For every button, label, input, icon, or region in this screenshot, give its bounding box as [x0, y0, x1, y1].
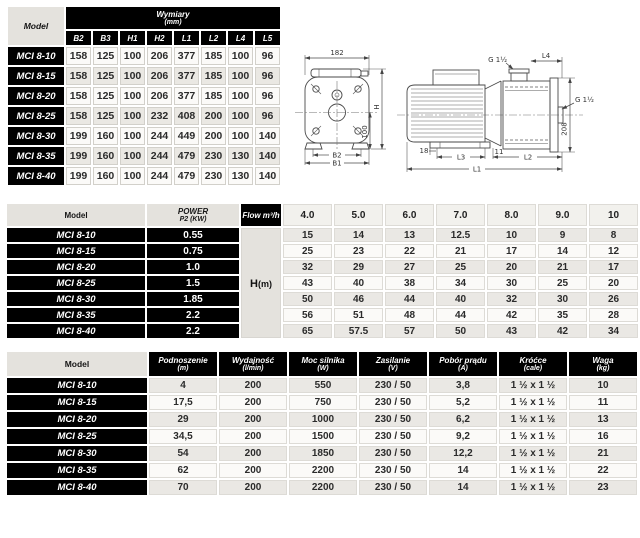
value-cell: 14: [429, 480, 497, 495]
value-cell: 2200: [289, 463, 357, 478]
col-unit: (kg): [596, 364, 610, 372]
dim-l4-label: L4: [541, 52, 551, 60]
group-unit: (mm): [164, 18, 182, 26]
value-cell: 25: [436, 260, 485, 274]
model-cell: MCI 8-15: [8, 67, 64, 85]
value-cell: 13: [569, 412, 637, 427]
dim-l2-label: L2: [523, 153, 533, 162]
model-cell: MCI 8-25: [8, 107, 64, 125]
value-cell: 200: [219, 378, 287, 393]
value-cell: 43: [283, 276, 332, 290]
power-cell: 1.0: [147, 260, 239, 274]
table-row: [8, 47, 280, 65]
value-cell: 3,8: [429, 378, 497, 393]
model-cell: MCI 8-30: [8, 127, 64, 145]
value-cell: 185: [201, 67, 226, 85]
power-cell: 0.55: [147, 228, 239, 242]
value-cell: 62: [149, 463, 217, 478]
value-cell: 200: [219, 395, 287, 410]
head-unit-cell: [241, 228, 281, 338]
value-cell: 230 / 50: [359, 446, 427, 461]
value-cell: 29: [334, 260, 383, 274]
table-row: [8, 147, 280, 165]
value-cell: 96: [255, 67, 280, 85]
value-cell: 40: [334, 276, 383, 290]
value-cell: 158: [66, 87, 91, 105]
value-cell: 14: [334, 228, 383, 242]
port-size-side-label: G 1½: [575, 96, 594, 104]
value-cell: 43: [487, 324, 536, 338]
flow-value-header: 6.0: [385, 204, 434, 226]
col-header-krocce: [499, 352, 567, 376]
value-cell: 6,2: [429, 412, 497, 427]
col-unit: (cale): [523, 364, 543, 372]
value-cell: 30: [487, 276, 536, 290]
table-row: [7, 292, 638, 306]
value-cell: 230 / 50: [359, 412, 427, 427]
table-row: [7, 324, 638, 338]
col-header-l4: L4: [228, 31, 253, 45]
value-cell: 34: [589, 324, 638, 338]
value-cell: 230 / 50: [359, 429, 427, 444]
col-unit: (V): [388, 364, 398, 372]
value-cell: 100: [120, 107, 145, 125]
value-cell: 200: [219, 429, 287, 444]
value-cell: 100: [120, 147, 145, 165]
value-cell: 10: [569, 378, 637, 393]
flow-value-header: 4.0: [283, 204, 332, 226]
model-cell: MCI 8-30: [7, 446, 147, 461]
group-label: Wymiary: [156, 9, 190, 19]
value-cell: 21: [538, 260, 587, 274]
value-cell: 100: [228, 47, 253, 65]
value-cell: 4: [149, 378, 217, 393]
table-row: [8, 67, 280, 85]
value-cell: 11: [569, 395, 637, 410]
pump-front-view: [295, 49, 386, 168]
value-cell: 1 ½ x 1 ½: [499, 446, 567, 461]
value-cell: 26: [589, 292, 638, 306]
value-cell: 50: [436, 324, 485, 338]
value-cell: 100: [228, 67, 253, 85]
value-cell: 17,5: [149, 395, 217, 410]
value-cell: 17: [487, 244, 536, 258]
dimensions-table: [6, 5, 282, 187]
value-cell: 1 ½ x 1 ½: [499, 378, 567, 393]
col-header-l5: L5: [255, 31, 280, 45]
value-cell: 35: [538, 308, 587, 322]
model-cell: MCI 8-25: [7, 429, 147, 444]
value-cell: 23: [334, 244, 383, 258]
value-cell: 200: [201, 107, 226, 125]
value-cell: 70: [149, 480, 217, 495]
col-unit: (l/min): [242, 364, 264, 372]
table-header-row: [7, 204, 638, 226]
value-cell: 200: [219, 446, 287, 461]
specs-table: [5, 350, 639, 497]
value-cell: 27: [385, 260, 434, 274]
table-row: [7, 260, 638, 274]
col-header-moc-silnika: [289, 352, 357, 376]
power-cell: 2.2: [147, 324, 239, 338]
value-cell: 100: [120, 167, 145, 185]
value-cell: 377: [174, 67, 199, 85]
value-cell: 140: [255, 147, 280, 165]
model-cell: MCI 8-10: [7, 378, 147, 393]
col-header-l1: L1: [174, 31, 199, 45]
table-row: [7, 244, 638, 258]
value-cell: 8: [589, 228, 638, 242]
table-row: [7, 412, 637, 427]
value-cell: 1 ½ x 1 ½: [499, 429, 567, 444]
value-cell: 160: [93, 147, 118, 165]
head-label: H: [250, 278, 258, 290]
col-label: Zasilanie: [375, 355, 411, 365]
value-cell: 1850: [289, 446, 357, 461]
col-label: Podnoszenie: [158, 355, 208, 365]
value-cell: 230: [201, 167, 226, 185]
value-cell: 50: [283, 292, 332, 306]
value-cell: 185: [201, 47, 226, 65]
flow-column-header: Flow m³/h: [241, 204, 281, 226]
model-cell: MCI 8-10: [7, 228, 145, 242]
table-row: [7, 228, 638, 242]
value-cell: 51: [334, 308, 383, 322]
value-cell: 34,5: [149, 429, 217, 444]
value-cell: 21: [569, 446, 637, 461]
power-unit: P2 (KW): [179, 215, 207, 223]
power-cell: 1.5: [147, 276, 239, 290]
flow-value-header: 9.0: [538, 204, 587, 226]
value-cell: 100: [120, 127, 145, 145]
value-cell: 13: [385, 228, 434, 242]
col-header-zasilanie: [359, 352, 427, 376]
value-cell: 54: [149, 446, 217, 461]
value-cell: 449: [174, 127, 199, 145]
table-row: [7, 429, 637, 444]
value-cell: 1 ½ x 1 ½: [499, 480, 567, 495]
pump-dimension-drawing: [285, 45, 640, 195]
value-cell: 158: [66, 107, 91, 125]
model-cell: MCI 8-15: [7, 244, 145, 258]
value-cell: 5,2: [429, 395, 497, 410]
value-cell: 32: [487, 292, 536, 306]
dim-h-label: H: [373, 104, 381, 110]
power-label: POWER: [177, 206, 209, 216]
value-cell: 200: [219, 480, 287, 495]
value-cell: 1 ½ x 1 ½: [499, 412, 567, 427]
pump-side-view: [397, 52, 594, 174]
table-row: [7, 480, 637, 495]
dim-b2-label: B2: [332, 151, 342, 160]
model-column-header: Model: [7, 352, 147, 376]
value-cell: 206: [147, 87, 172, 105]
value-cell: 206: [147, 47, 172, 65]
value-cell: 22: [385, 244, 434, 258]
dim-18-label: 18: [419, 147, 429, 155]
value-cell: 408: [174, 107, 199, 125]
performance-table: [5, 202, 640, 340]
value-cell: 377: [174, 87, 199, 105]
value-cell: 130: [228, 147, 253, 165]
value-cell: 158: [66, 47, 91, 65]
value-cell: 9,2: [429, 429, 497, 444]
table-row: [8, 127, 280, 145]
value-cell: 96: [255, 87, 280, 105]
col-header-waga: [569, 352, 637, 376]
value-cell: 100: [228, 127, 253, 145]
col-header-b3: B3: [93, 31, 118, 45]
value-cell: 377: [174, 47, 199, 65]
value-cell: 44: [385, 292, 434, 306]
value-cell: 140: [255, 167, 280, 185]
motor-fins: [411, 89, 483, 137]
col-header-pobor-pradu: [429, 352, 497, 376]
value-cell: 2200: [289, 480, 357, 495]
model-cell: MCI 8-10: [8, 47, 64, 65]
col-header-h1: H1: [120, 31, 145, 45]
value-cell: 100: [228, 87, 253, 105]
table-row: [8, 167, 280, 185]
value-cell: 1 ½ x 1 ½: [499, 463, 567, 478]
value-cell: 230: [201, 147, 226, 165]
value-cell: 44: [436, 308, 485, 322]
table-row: [7, 308, 638, 322]
value-cell: 200: [219, 463, 287, 478]
value-cell: 199: [66, 127, 91, 145]
table-row: [7, 463, 637, 478]
value-cell: 21: [436, 244, 485, 258]
value-cell: 29: [149, 412, 217, 427]
value-cell: 479: [174, 147, 199, 165]
value-cell: 48: [385, 308, 434, 322]
value-cell: 244: [147, 147, 172, 165]
model-cell: MCI 8-35: [7, 463, 147, 478]
value-cell: 125: [93, 67, 118, 85]
dimensions-group-header: [66, 7, 280, 29]
flow-value-header: 5.0: [334, 204, 383, 226]
col-label: Waga: [592, 355, 614, 365]
dim-b1-label: B1: [332, 159, 342, 168]
value-cell: 160: [93, 127, 118, 145]
value-cell: 125: [93, 107, 118, 125]
value-cell: 15: [283, 228, 332, 242]
port-size-top-label: G 1½: [488, 56, 507, 64]
value-cell: 32: [283, 260, 332, 274]
value-cell: 206: [147, 67, 172, 85]
value-cell: 96: [255, 107, 280, 125]
col-unit: (A): [458, 364, 468, 372]
value-cell: 14: [538, 244, 587, 258]
value-cell: 125: [93, 87, 118, 105]
col-header-wydajnosc: [219, 352, 287, 376]
table-row: [8, 87, 280, 105]
flow-value-header: 7.0: [436, 204, 485, 226]
col-label: Króćce: [519, 355, 547, 365]
value-cell: 22: [569, 463, 637, 478]
value-cell: 17: [589, 260, 638, 274]
value-cell: 20: [487, 260, 536, 274]
value-cell: 230 / 50: [359, 378, 427, 393]
model-cell: MCI 8-15: [7, 395, 147, 410]
table-header-row: [8, 7, 280, 29]
col-header-b2: B2: [66, 31, 91, 45]
model-column-header: Model: [7, 204, 145, 226]
value-cell: 199: [66, 167, 91, 185]
value-cell: 200: [201, 127, 226, 145]
model-cell: MCI 8-35: [8, 147, 64, 165]
col-label: Pobór prądu: [439, 355, 487, 365]
col-label: Wydajność: [231, 355, 275, 365]
model-cell: MCI 8-35: [7, 308, 145, 322]
model-cell: MCI 8-30: [7, 292, 145, 306]
table-row: [8, 107, 280, 125]
value-cell: 42: [538, 324, 587, 338]
power-cell: 0.75: [147, 244, 239, 258]
value-cell: 750: [289, 395, 357, 410]
value-cell: 23: [569, 480, 637, 495]
value-cell: 16: [569, 429, 637, 444]
model-cell: MCI 8-25: [7, 276, 145, 290]
model-cell: MCI 8-20: [8, 87, 64, 105]
col-unit: (m): [177, 364, 189, 372]
dim-11-label: 11: [494, 148, 504, 156]
model-cell: MCI 8-40: [7, 324, 145, 338]
value-cell: 30: [538, 292, 587, 306]
value-cell: 65: [283, 324, 332, 338]
table-row: [7, 276, 638, 290]
value-cell: 230 / 50: [359, 395, 427, 410]
value-cell: 12,2: [429, 446, 497, 461]
value-cell: 244: [147, 167, 172, 185]
value-cell: 185: [201, 87, 226, 105]
col-header-podnoszenie: [149, 352, 217, 376]
model-column-header: Model: [8, 7, 64, 45]
value-cell: 57.5: [334, 324, 383, 338]
value-cell: 479: [174, 167, 199, 185]
dim-182-label: 182: [330, 49, 344, 57]
table-row: [7, 446, 637, 461]
value-cell: 100: [120, 87, 145, 105]
dim-l3-label: L3: [456, 153, 466, 162]
value-cell: 158: [66, 67, 91, 85]
value-cell: 100: [228, 107, 253, 125]
power-cell: 2.2: [147, 308, 239, 322]
value-cell: 56: [283, 308, 332, 322]
value-cell: 160: [93, 167, 118, 185]
value-cell: 28: [589, 308, 638, 322]
col-label: Moc silnika: [301, 355, 345, 365]
value-cell: 230 / 50: [359, 463, 427, 478]
value-cell: 1000: [289, 412, 357, 427]
value-cell: 40: [436, 292, 485, 306]
value-cell: 12: [589, 244, 638, 258]
table-row: [7, 395, 637, 410]
value-cell: 34: [436, 276, 485, 290]
value-cell: 230 / 50: [359, 480, 427, 495]
value-cell: 244: [147, 127, 172, 145]
value-cell: 125: [93, 47, 118, 65]
value-cell: 232: [147, 107, 172, 125]
value-cell: 25: [538, 276, 587, 290]
value-cell: 140: [255, 127, 280, 145]
model-cell: MCI 8-20: [7, 260, 145, 274]
value-cell: 1 ½ x 1 ½: [499, 395, 567, 410]
value-cell: 38: [385, 276, 434, 290]
flow-value-header: 10: [589, 204, 638, 226]
power-column-header: [147, 204, 239, 226]
value-cell: 9: [538, 228, 587, 242]
col-header-l2: L2: [201, 31, 226, 45]
value-cell: 100: [120, 67, 145, 85]
flow-value-header: 8.0: [487, 204, 536, 226]
col-unit: (W): [317, 364, 329, 372]
table-header-row: [7, 352, 637, 376]
value-cell: 25: [283, 244, 332, 258]
value-cell: 57: [385, 324, 434, 338]
model-cell: MCI 8-40: [8, 167, 64, 185]
value-cell: 46: [334, 292, 383, 306]
value-cell: 42: [487, 308, 536, 322]
model-cell: MCI 8-20: [7, 412, 147, 427]
value-cell: 20: [589, 276, 638, 290]
value-cell: 10: [487, 228, 536, 242]
dim-100-label: 100: [361, 125, 369, 139]
value-cell: 1500: [289, 429, 357, 444]
value-cell: 550: [289, 378, 357, 393]
table-row: [7, 378, 637, 393]
head-unit: (m): [257, 279, 272, 289]
value-cell: 130: [228, 167, 253, 185]
model-cell: MCI 8-40: [7, 480, 147, 495]
dim-208-label: 208: [560, 122, 569, 136]
value-cell: 12.5: [436, 228, 485, 242]
value-cell: 199: [66, 147, 91, 165]
power-cell: 1.85: [147, 292, 239, 306]
value-cell: 14: [429, 463, 497, 478]
value-cell: 96: [255, 47, 280, 65]
value-cell: 100: [120, 47, 145, 65]
col-header-h2: H2: [147, 31, 172, 45]
dim-l1-label: L1: [472, 165, 482, 174]
value-cell: 200: [219, 412, 287, 427]
